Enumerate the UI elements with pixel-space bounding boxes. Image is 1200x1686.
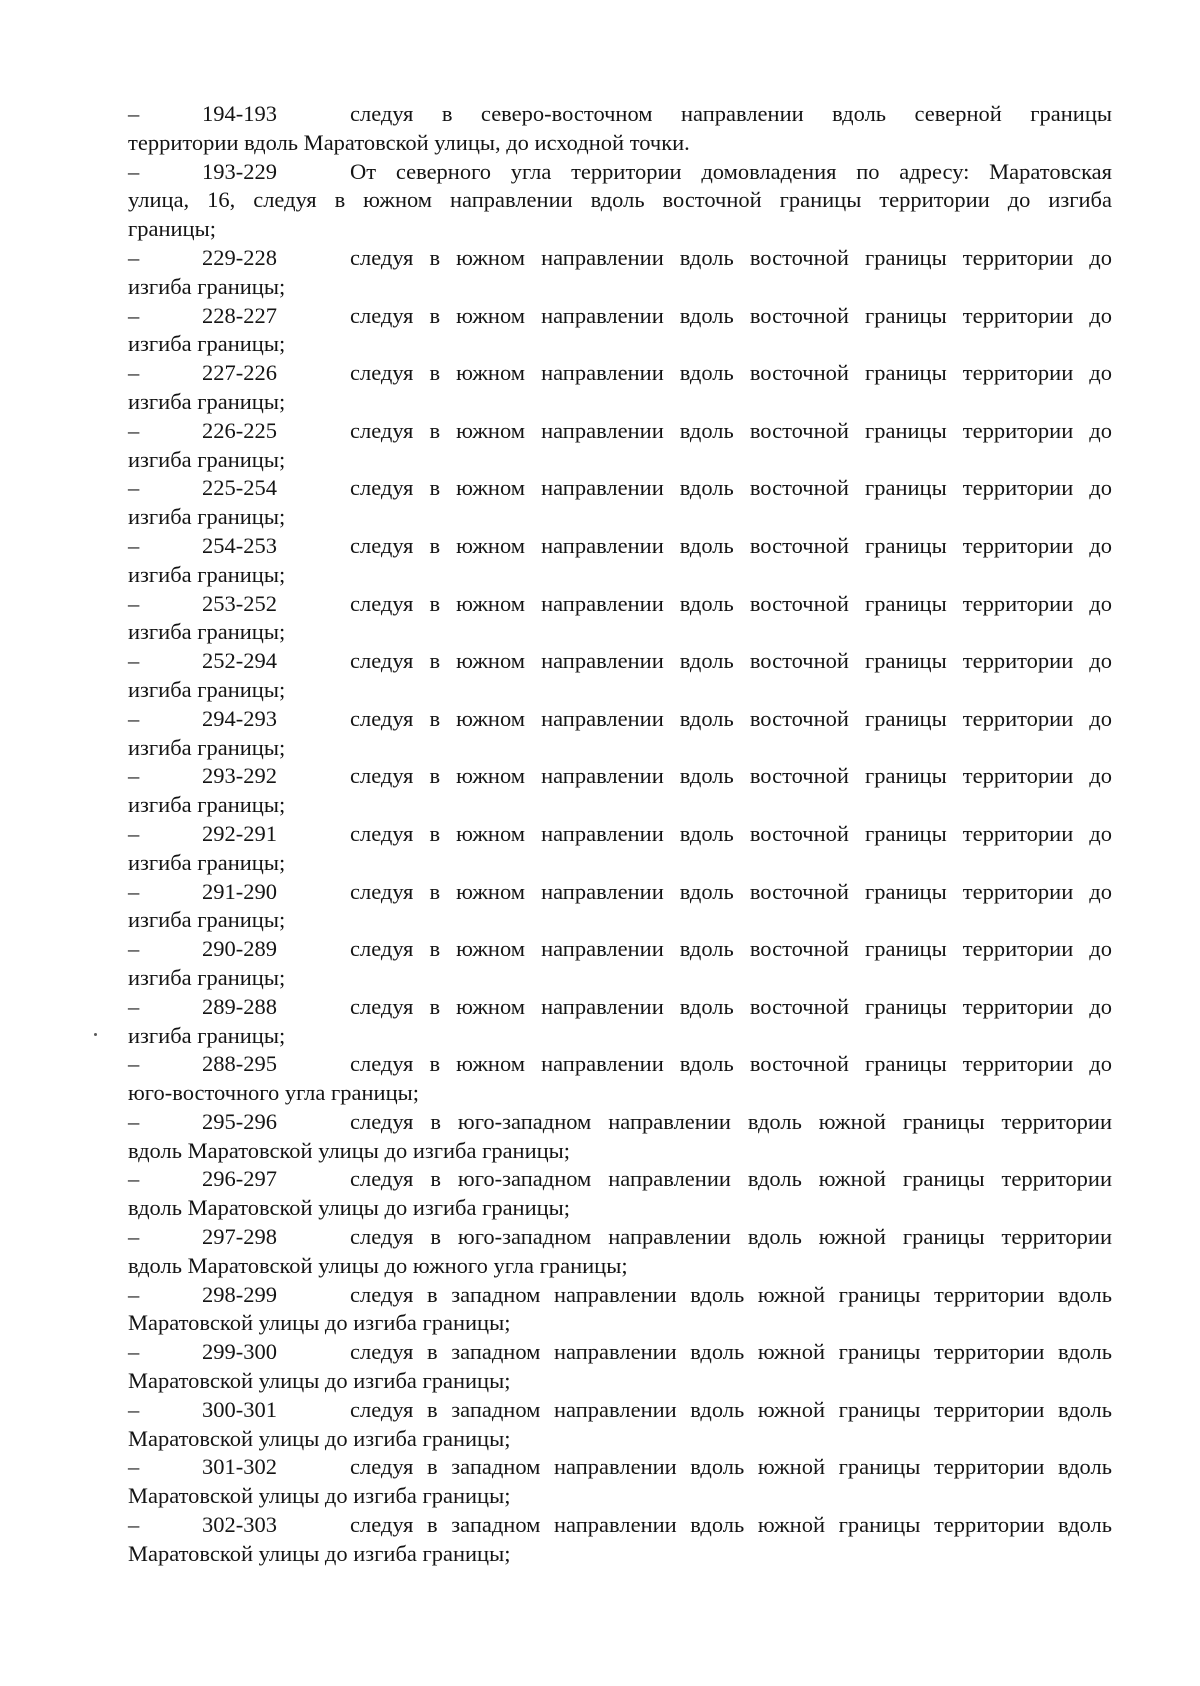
point-range: 291-290 — [202, 878, 277, 904]
entry-first-line — [128, 878, 1112, 907]
scan-speck — [94, 1033, 97, 1036]
segment-description: От северного угла территории домовладения по адресу: Маратовская — [350, 158, 1112, 184]
segment-description: следуя в южном направлении вдоль восточной границы территории до — [350, 878, 1112, 904]
segment-description-continuation: Маратовской улицы до изгиба границы; — [128, 1425, 511, 1451]
list-dash: – — [128, 417, 140, 443]
segment-description: следуя в западном направлении вдоль южной границы территории вдоль — [350, 1339, 1112, 1365]
segment-description-continuation: территории вдоль Маратовской улицы, до исходной точки. — [128, 129, 690, 155]
segment-description: следуя в западном направлении вдоль южной границы территории вдоль — [350, 1454, 1112, 1480]
boundary-segment-entry — [128, 705, 1112, 763]
point-range: 297-298 — [202, 1224, 277, 1250]
boundary-segment-entry — [128, 100, 1112, 158]
list-dash: – — [128, 1224, 140, 1250]
segment-description-continuation: Маратовской улицы до изгиба границы; — [128, 1310, 511, 1336]
point-range: 301-302 — [202, 1454, 277, 1480]
list-dash: – — [128, 532, 140, 558]
segment-description: следуя в юго-западном направлении вдоль южной границы территории — [350, 1108, 1112, 1134]
segment-description-continuation: изгиба границы; — [128, 849, 286, 875]
entry-first-line — [128, 590, 1112, 619]
list-dash: – — [128, 360, 140, 386]
list-dash: – — [128, 101, 140, 126]
segment-description-continuation: изгиба границы; — [128, 907, 286, 933]
segment-description-continuation: границы; — [128, 216, 216, 242]
list-dash: – — [128, 1281, 140, 1307]
segment-description-continuation: изгиба границы; — [128, 964, 286, 990]
boundary-segment-entry — [128, 1108, 1112, 1166]
boundary-segment-entry — [128, 1453, 1112, 1511]
segment-description-continuation: юго-восточного угла границы; — [128, 1080, 419, 1106]
point-range: 225-254 — [202, 475, 277, 501]
list-dash: – — [128, 1512, 140, 1538]
list-dash: – — [128, 1051, 140, 1077]
segment-description: следуя в юго-западном направлении вдоль южной границы территории — [350, 1224, 1112, 1250]
segment-description-continuation: изгиба границы; — [128, 734, 286, 760]
entry-first-line — [128, 1453, 1112, 1482]
entry-first-line — [128, 532, 1112, 561]
list-dash: – — [128, 1166, 140, 1192]
entry-first-line — [128, 1108, 1112, 1137]
list-dash: – — [128, 763, 140, 789]
boundary-segment-entry — [128, 302, 1112, 360]
segment-description-continuation: Маратовской улицы до изгиба границы; — [128, 1540, 511, 1566]
segment-description-continuation: изгиба границы; — [128, 792, 286, 818]
point-range: 299-300 — [202, 1339, 277, 1365]
entry-first-line — [128, 1511, 1112, 1540]
document-body — [128, 100, 1112, 1569]
segment-description-continuation: изгиба границы; — [128, 676, 286, 702]
segment-description-continuation: вдоль Маратовской улицы до изгиба границы; — [128, 1195, 571, 1221]
entry-first-line — [128, 1396, 1112, 1425]
entry-first-line — [128, 302, 1112, 331]
segment-description: следуя в южном направлении вдоль восточной границы территории до — [350, 936, 1112, 962]
segment-description: следуя в южном направлении вдоль восточной границы территории до — [350, 475, 1112, 501]
segment-description: следуя в южном направлении вдоль восточной границы территории до — [350, 417, 1112, 443]
list-dash: – — [128, 1108, 140, 1134]
entry-first-line — [128, 158, 1112, 187]
boundary-segment-entry — [128, 820, 1112, 878]
point-range: 228-227 — [202, 302, 277, 328]
list-dash: – — [128, 820, 140, 846]
segment-description-continuation: изгиба границы; — [128, 1022, 286, 1048]
segment-description: следуя в западном направлении вдоль южной границы территории вдоль — [350, 1396, 1112, 1422]
entry-first-line — [128, 474, 1112, 503]
entry-first-line — [128, 244, 1112, 273]
entry-first-line — [128, 1223, 1112, 1252]
point-range: 193-229 — [202, 158, 277, 184]
point-range: 288-295 — [202, 1051, 277, 1077]
segment-description: следуя в южном направлении вдоль восточной границы территории до — [350, 648, 1112, 674]
boundary-segment-entry — [128, 647, 1112, 705]
boundary-segment-entry — [128, 359, 1112, 417]
list-dash: – — [128, 1339, 140, 1365]
boundary-segment-entry — [128, 244, 1112, 302]
segment-description: следуя в юго-западном направлении вдоль южной границы территории — [350, 1166, 1112, 1192]
boundary-segment-entry — [128, 762, 1112, 820]
point-range: 229-228 — [202, 244, 277, 270]
boundary-segment-entry — [128, 1338, 1112, 1396]
segment-description: следуя в южном направлении вдоль восточной границы территории до — [350, 993, 1112, 1019]
list-dash: – — [128, 1454, 140, 1480]
segment-description: следуя в южном направлении вдоль восточной границы территории до — [350, 302, 1112, 328]
point-range: 254-253 — [202, 532, 277, 558]
segment-description-continuation: изгиба границы; — [128, 446, 286, 472]
segment-description: следуя в южном направлении вдоль восточной границы территории до — [350, 1051, 1112, 1077]
boundary-segment-entry — [128, 532, 1112, 590]
boundary-segment-entry — [128, 474, 1112, 532]
segment-description: следуя в южном направлении вдоль восточной границы территории до — [350, 244, 1112, 270]
segment-description-continuation: изгиба границы; — [128, 619, 286, 645]
segment-description: следуя в южном направлении вдоль восточной границы территории до — [350, 820, 1112, 846]
point-range: 295-296 — [202, 1108, 277, 1134]
list-dash: – — [128, 705, 140, 731]
list-dash: – — [128, 1396, 140, 1422]
boundary-segment-entry — [128, 878, 1112, 936]
point-range: 296-297 — [202, 1166, 277, 1192]
list-dash: – — [128, 302, 140, 328]
list-dash: – — [128, 590, 140, 616]
boundary-segment-entry — [128, 1511, 1112, 1569]
segment-description-continuation: вдоль Маратовской улицы до изгиба границы; — [128, 1137, 571, 1163]
list-dash: – — [128, 878, 140, 904]
entry-first-line — [128, 935, 1112, 964]
segment-description-continuation: изгиба границы; — [128, 331, 286, 357]
boundary-segment-entry — [128, 935, 1112, 993]
list-dash: – — [128, 993, 140, 1019]
list-dash: – — [128, 158, 140, 184]
segment-description: следуя в южном направлении вдоль восточной границы территории до — [350, 360, 1112, 386]
point-range: 227-226 — [202, 360, 277, 386]
entry-first-line — [128, 1338, 1112, 1367]
segment-description-continuation: вдоль Маратовской улицы до южного угла границы; — [128, 1252, 628, 1278]
entry-first-line — [128, 417, 1112, 446]
point-range: 253-252 — [202, 590, 277, 616]
segment-description: следуя в западном направлении вдоль южной границы территории вдоль — [350, 1281, 1112, 1307]
point-range: 226-225 — [202, 417, 277, 443]
boundary-segment-entry — [128, 1223, 1112, 1281]
point-range: 300-301 — [202, 1396, 277, 1422]
entry-first-line — [128, 993, 1112, 1022]
list-dash: – — [128, 936, 140, 962]
point-range: 289-288 — [202, 993, 277, 1019]
point-range: 298-299 — [202, 1281, 277, 1307]
segment-description-continuation: изгиба границы; — [128, 504, 286, 530]
entry-first-line — [128, 762, 1112, 791]
point-range: 302-303 — [202, 1512, 277, 1538]
boundary-segment-entry — [128, 1050, 1112, 1108]
list-dash: – — [128, 648, 140, 674]
point-range: 292-291 — [202, 820, 277, 846]
boundary-segment-entry — [128, 590, 1112, 648]
segment-description: следуя в южном направлении вдоль восточной границы территории до — [350, 705, 1112, 731]
boundary-segment-entry — [128, 1165, 1112, 1223]
entry-first-line — [128, 1281, 1112, 1310]
boundary-segment-entry — [128, 158, 1112, 244]
segment-description-continuation: улица, 16, следуя в южном направлении вдоль восточной границы территории до изгиба — [128, 187, 1112, 213]
entry-first-line — [128, 359, 1112, 388]
point-range: 290-289 — [202, 936, 277, 962]
point-range: 252-294 — [202, 648, 277, 674]
boundary-segment-entry — [128, 993, 1112, 1051]
boundary-segment-entry — [128, 1396, 1112, 1454]
entry-first-line — [128, 1050, 1112, 1079]
segment-description: следуя в южном направлении вдоль восточной границы территории до — [350, 763, 1112, 789]
entry-first-line — [128, 647, 1112, 676]
point-range: 294-293 — [202, 705, 277, 731]
list-dash: – — [128, 475, 140, 501]
segment-description-continuation: изгиба границы; — [128, 388, 286, 414]
entry-first-line — [128, 100, 1112, 129]
segment-description: следуя в южном направлении вдоль восточной границы территории до — [350, 532, 1112, 558]
segment-description-continuation: Маратовской улицы до изгиба границы; — [128, 1368, 511, 1394]
entry-first-line — [128, 820, 1112, 849]
boundary-segment-entry — [128, 1281, 1112, 1339]
point-range: 194-193 — [202, 101, 277, 126]
segment-description-continuation: Маратовской улицы до изгиба границы; — [128, 1483, 511, 1509]
segment-description-continuation: изгиба границы; — [128, 273, 286, 299]
segment-description-continuation: изгиба границы; — [128, 561, 286, 587]
list-dash: – — [128, 244, 140, 270]
segment-description: следуя в южном направлении вдоль восточной границы территории до — [350, 590, 1112, 616]
entry-first-line — [128, 1165, 1112, 1194]
point-range: 293-292 — [202, 763, 277, 789]
entry-first-line — [128, 705, 1112, 734]
segment-description: следуя в западном направлении вдоль южной границы территории вдоль — [350, 1512, 1112, 1538]
boundary-segment-entry — [128, 417, 1112, 475]
segment-description: следуя в северо-восточном направлении вдоль северной границы — [350, 101, 1112, 126]
